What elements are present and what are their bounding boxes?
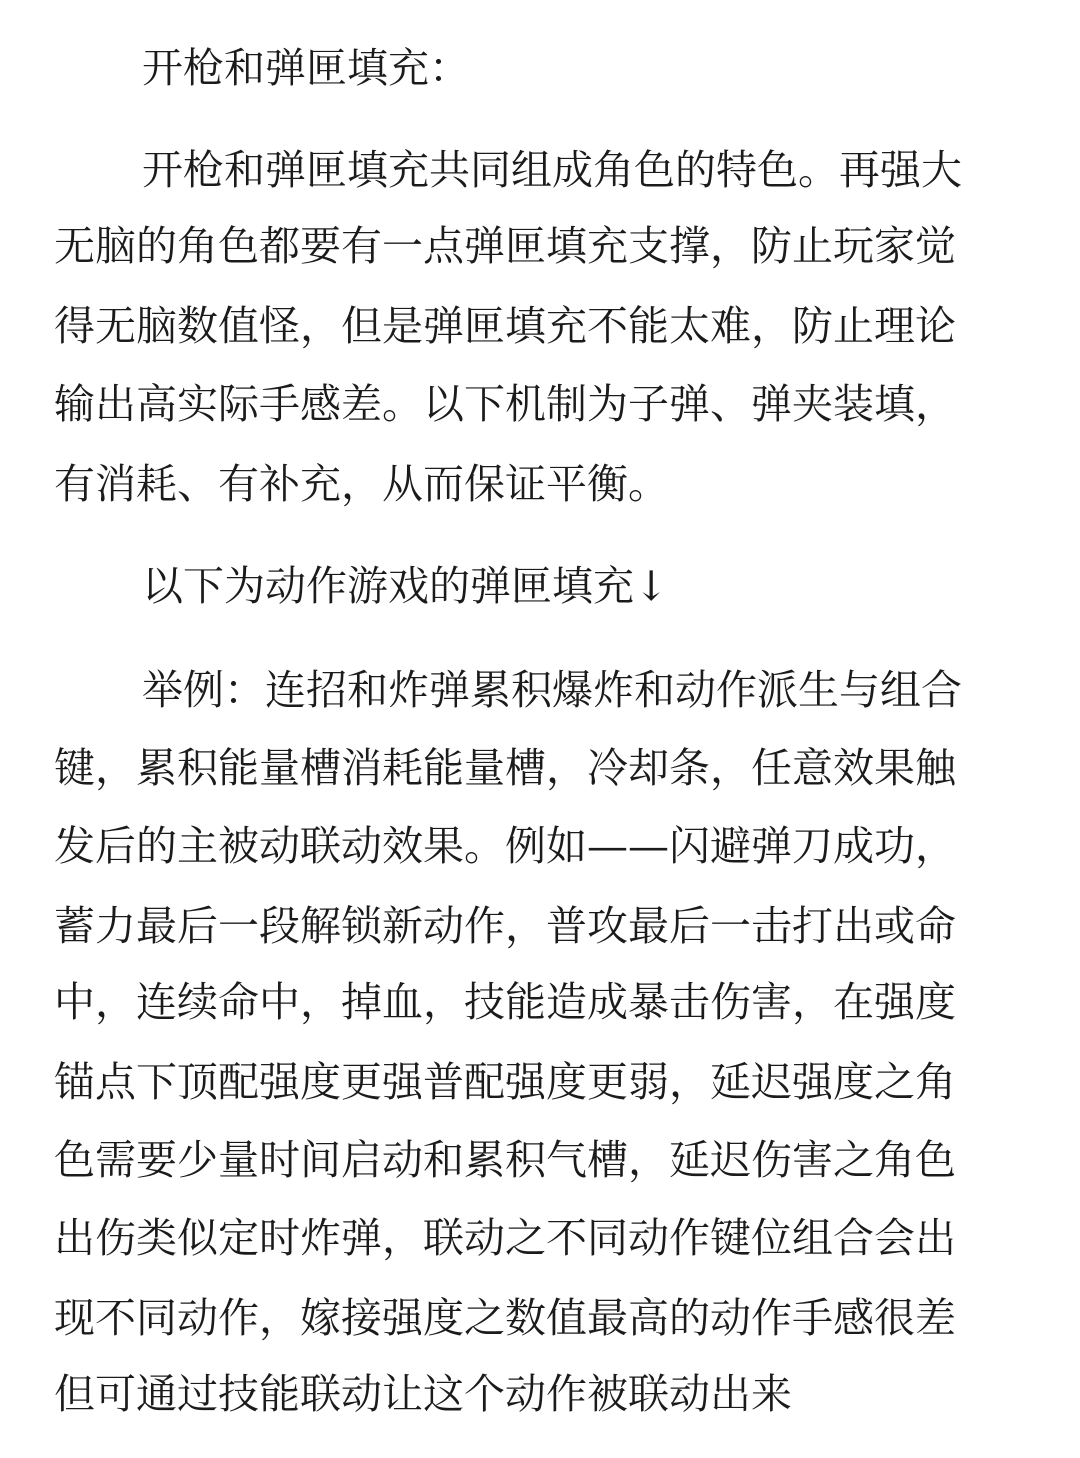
paragraph-line: 蓄力最后一段解锁新动作，普攻最后一击打出或命 <box>54 902 956 950</box>
paragraph-line: 举例：连招和炸弹累积爆炸和动作派生与组合 <box>142 666 962 714</box>
paragraph-line: 但可通过技能联动让这个动作被联动出来 <box>54 1370 792 1418</box>
paragraph-line: 输出高实际手感差。以下机制为子弹、弹夹装填， <box>54 380 956 428</box>
paragraph-line: 有消耗、有补充，从而保证平衡。 <box>54 460 669 508</box>
paragraph-line: 键，累积能量槽消耗能量槽，冷却条，任意效果触 <box>54 744 956 792</box>
paragraph-line: 得无脑数值怪，但是弹匣填充不能太难，防止理论 <box>54 302 956 350</box>
paragraph-line: 色需要少量时间启动和累积气槽，延迟伤害之角色 <box>54 1136 956 1184</box>
section-heading: 开枪和弹匣填充： <box>142 44 470 92</box>
paragraph-line: 中，连续命中，掉血，技能造成暴击伤害，在强度 <box>54 978 956 1026</box>
paragraph-line: 开枪和弹匣填充共同组成角色的特色。再强大 <box>142 146 962 194</box>
paragraph-line: 现不同动作，嫁接强度之数值最高的动作手感很差 <box>54 1294 956 1342</box>
paragraph-intro: 以下为动作游戏的弹匣填充↓ <box>142 562 669 610</box>
paragraph-line: 发后的主被动联动效果。例如——闪避弹刀成功， <box>54 822 956 870</box>
paragraph-line: 无脑的角色都要有一点弹匣填充支撑，防止玩家觉 <box>54 222 956 270</box>
paragraph-line: 出伤类似定时炸弹，联动之不同动作键位组合会出 <box>54 1214 956 1262</box>
paragraph-line: 锚点下顶配强度更强普配强度更弱，延迟强度之角 <box>54 1058 956 1106</box>
